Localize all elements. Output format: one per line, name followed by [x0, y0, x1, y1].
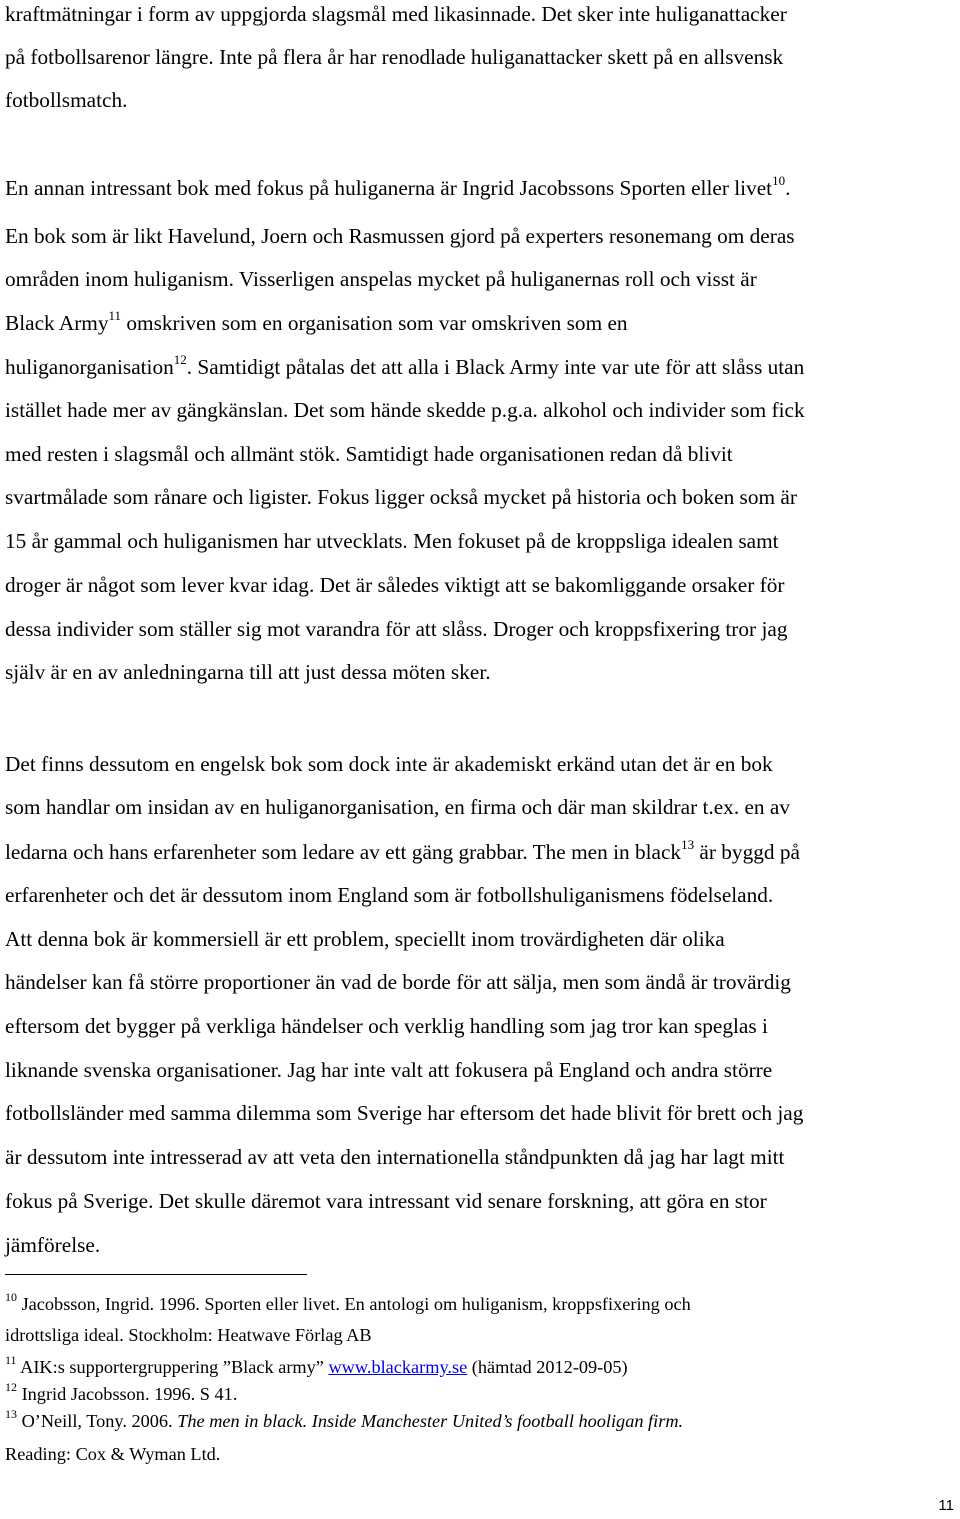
body-text-line: som handlar om insidan av en huliganorganisation, en firma och där man skildrar t.ex. en av	[5, 795, 791, 819]
footnote-text: (hämtad 2012-09-05)	[467, 1357, 628, 1377]
footnote-ref-10[interactable]: 10	[772, 172, 786, 188]
footnote-13	[5, 1406, 684, 1432]
footnote-marker: 10	[5, 1289, 17, 1304]
body-text-line: på fotbollsarenor längre. Inte på flera år har renodlade huliganattacker skett på en allsvensk	[5, 45, 784, 69]
body-text-line	[5, 836, 800, 864]
footnote-book-title: The men in black. Inside Manchester United’s football hooligan firm.	[177, 1411, 684, 1431]
body-text-line: kraftmätningar i form av uppgjorda slagsmål med likasinnade. Det sker inte huliganattacker	[5, 2, 787, 26]
text-segment: huliganorganisation	[5, 355, 174, 379]
footnote-13-continuation: Reading: Cox & Wyman Ltd.	[5, 1444, 221, 1464]
body-text-line: Det finns dessutom en engelsk bok som dock inte är akademiskt erkänd utan det är en bok	[5, 752, 773, 776]
footnote-text: O’Neill, Tony. 2006.	[17, 1411, 178, 1431]
footnote-11	[5, 1352, 628, 1378]
text-segment: .	[785, 176, 791, 200]
body-text-line	[5, 172, 791, 200]
footnote-separator	[5, 1274, 307, 1275]
body-text-line: fotbollsmatch.	[5, 88, 128, 112]
footnote-12	[5, 1379, 238, 1405]
body-text-line: erfarenheter och det är dessutom inom England som är fotbollshuliganismens födelseland.	[5, 883, 774, 907]
text-segment: är byggd på	[694, 840, 800, 864]
body-text-line: En bok som är likt Havelund, Joern och Rasmussen gjord på experters resonemang om deras	[5, 224, 795, 248]
text-segment: En annan intressant bok med fokus på huliganerna är Ingrid Jacobssons Sporten eller livet	[5, 176, 773, 200]
body-text-line: Att denna bok är kommersiell är ett problem, speciellt inom trovärdigheten där olika	[5, 927, 725, 951]
body-text-line: 15 år gammal och huliganismen har utvecklats. Men fokuset på de kroppsliga idealen samt	[5, 529, 779, 553]
footnote-marker: 11	[5, 1352, 17, 1367]
footnote-ref-13[interactable]: 13	[681, 836, 695, 852]
body-text-line: själv är en av anledningarna till att just dessa möten sker.	[5, 660, 491, 684]
body-text-line: händelser kan få större proportioner än vad de borde för att sälja, men som ändå är trovärdig	[5, 970, 791, 994]
body-text-line	[5, 307, 628, 335]
body-text-line: med resten i slagsmål och allmänt stök. Samtidigt hade organisationen redan då blivit	[5, 442, 733, 466]
body-text-line: områden inom huliganism. Visserligen anspelas mycket på huliganernas roll och visst är	[5, 267, 757, 291]
body-text-line: svartmålade som rånare och ligister. Fokus ligger också mycket på historia och boken som är	[5, 485, 797, 509]
footnote-10-continuation: idrottsliga ideal. Stockholm: Heatwave Förlag AB	[5, 1325, 372, 1345]
body-text-line: fokus på Sverige. Det skulle däremot vara intressant vid senare forskning, att göra en stor	[5, 1189, 767, 1213]
page-number: 11	[938, 1497, 954, 1514]
text-segment: omskriven som en organisation som var omskriven som en	[121, 311, 628, 335]
body-text-line: istället hade mer av gängkänslan. Det som hände skedde p.g.a. alkohol och individer som fick	[5, 398, 805, 422]
blackarmy-link[interactable]: www.blackarmy.se	[328, 1357, 468, 1377]
footnote-10	[5, 1289, 691, 1315]
footnote-text: Ingrid Jacobsson. 1996. S 41.	[17, 1384, 238, 1404]
footnote-marker: 12	[5, 1379, 17, 1394]
footnote-ref-11[interactable]: 11	[108, 307, 122, 323]
text-segment: ledarna och hans erfarenheter som ledare av ett gäng grabbar. The men in black	[5, 840, 682, 864]
body-text-line: dessa individer som ställer sig mot varandra för att slåss. Droger och kroppsfixering tror jag	[5, 617, 788, 641]
body-text-line: jämförelse.	[5, 1233, 101, 1257]
body-text-line: eftersom det bygger på verkliga händelser och verklig handling som jag tror kan speglas i	[5, 1014, 768, 1038]
body-text-line: fotbollsländer med samma dilemma som Sverige har eftersom det hade blivit för brett och jag	[5, 1101, 804, 1125]
footnote-text: Jacobsson, Ingrid. 1996. Sporten eller livet. En antologi om huliganism, kroppsfixering och	[17, 1294, 691, 1314]
footnote-marker: 13	[5, 1406, 17, 1421]
text-segment: Black Army	[5, 311, 109, 335]
body-text-line: liknande svenska organisationer. Jag har inte valt att fokusera på England och andra större	[5, 1058, 773, 1082]
body-text-line	[5, 351, 805, 379]
body-text-line: droger är något som lever kvar idag. Det är således viktigt att se bakomliggande orsaker för	[5, 573, 785, 597]
footnote-text: AIK:s supportergruppering ”Black army”	[16, 1357, 329, 1377]
body-text-line: är dessutom inte intresserad av att veta den internationella ståndpunkten då jag har lagt mitt	[5, 1145, 785, 1169]
text-segment: . Samtidigt påtalas det att alla i Black Army inte var ute för att slåss utan	[186, 355, 805, 379]
footnote-ref-12[interactable]: 12	[173, 351, 187, 367]
